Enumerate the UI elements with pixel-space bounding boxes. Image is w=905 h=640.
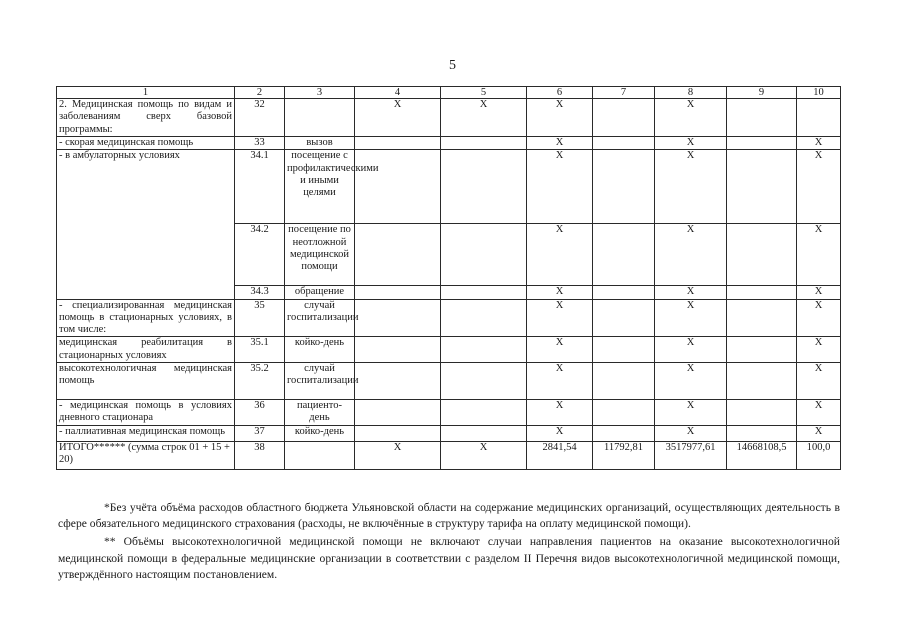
header-cell: 3	[285, 87, 355, 99]
cell-col9	[727, 337, 797, 363]
medical-care-table	[56, 86, 841, 470]
cell-col9	[727, 363, 797, 400]
cell-col9	[727, 137, 797, 150]
cell-col9: 14668108,5	[727, 441, 797, 469]
cell-col5	[441, 137, 527, 150]
row-unit: койко-день	[285, 425, 355, 441]
cell-col10: X	[797, 363, 841, 400]
cell-col8: X	[655, 150, 727, 224]
row-unit	[285, 441, 355, 469]
cell-col4	[355, 425, 441, 441]
header-cell: 10	[797, 87, 841, 99]
row-label: - медицинская помощь в условиях дневного стационара	[57, 400, 235, 426]
cell-col4	[355, 224, 441, 286]
cell-col7	[593, 299, 655, 337]
row-label: - паллиативная медицинская помощь	[57, 425, 235, 441]
table-row	[57, 299, 841, 337]
cell-col4	[355, 150, 441, 224]
cell-col8: X	[655, 286, 727, 299]
row-code: 36	[235, 400, 285, 426]
footnote-2: ** Объёмы высокотехнологичной медицинской помощи не включают случаи направления пациентов на оказание высокотехнологичной медицинской помощи в федеральные медицинские организации в соответствии с разделом II Перечня видов высокотехнологичной медицинской помощи, утверждённого настоящим постановлением.	[58, 535, 840, 581]
cell-col7	[593, 337, 655, 363]
cell-col6: X	[527, 363, 593, 400]
cell-col6: X	[527, 299, 593, 337]
row-unit: посещение с профилактическими и иными целями	[285, 150, 355, 224]
row-unit: обращение	[285, 286, 355, 299]
cell-col10	[797, 99, 841, 137]
cell-col5	[441, 150, 527, 224]
cell-col7: 11792,81	[593, 441, 655, 469]
cell-col8: X	[655, 425, 727, 441]
row-code: 38	[235, 441, 285, 469]
cell-col8: X	[655, 337, 727, 363]
header-cell: 9	[727, 87, 797, 99]
row-code: 33	[235, 137, 285, 150]
row-code: 35	[235, 299, 285, 337]
cell-col4	[355, 337, 441, 363]
header-cell: 7	[593, 87, 655, 99]
row-label: - в амбулаторных условиях	[57, 150, 235, 299]
table-row	[57, 150, 841, 224]
cell-col9	[727, 425, 797, 441]
cell-col5: X	[441, 99, 527, 137]
cell-col6: X	[527, 137, 593, 150]
cell-col6: 2841,54	[527, 441, 593, 469]
cell-col8: X	[655, 299, 727, 337]
cell-col5	[441, 425, 527, 441]
cell-col10: X	[797, 299, 841, 337]
table-row	[57, 400, 841, 426]
cell-col6: X	[527, 150, 593, 224]
cell-col10: X	[797, 286, 841, 299]
cell-col9	[727, 400, 797, 426]
row-code: 35.2	[235, 363, 285, 400]
cell-col10: X	[797, 400, 841, 426]
cell-col5	[441, 400, 527, 426]
cell-col10: X	[797, 337, 841, 363]
cell-col7	[593, 363, 655, 400]
row-code: 34.3	[235, 286, 285, 299]
row-label: высокотехнологичная медицинская помощь	[57, 363, 235, 400]
cell-col4	[355, 363, 441, 400]
row-label: ИТОГО****** (сумма строк 01 + 15 + 20)	[57, 441, 235, 469]
cell-col9	[727, 150, 797, 224]
cell-col7	[593, 224, 655, 286]
cell-col7	[593, 286, 655, 299]
cell-col6: X	[527, 99, 593, 137]
row-unit: пациенто-день	[285, 400, 355, 426]
cell-col5	[441, 363, 527, 400]
page-number: 5	[449, 58, 456, 73]
row-code: 34.2	[235, 224, 285, 286]
cell-col5	[441, 299, 527, 337]
row-label: - скорая медицинская помощь	[57, 137, 235, 150]
table-row	[57, 337, 841, 363]
row-unit: случай госпитализации	[285, 299, 355, 337]
cell-col8: 3517977,61	[655, 441, 727, 469]
cell-col4: X	[355, 441, 441, 469]
cell-col4: X	[355, 99, 441, 137]
cell-col9	[727, 299, 797, 337]
cell-col6: X	[527, 425, 593, 441]
header-cell: 5	[441, 87, 527, 99]
row-code: 34.1	[235, 150, 285, 224]
cell-col10: 100,0	[797, 441, 841, 469]
cell-col10: X	[797, 137, 841, 150]
cell-col8: X	[655, 400, 727, 426]
row-label: 2. Медицинская помощь по видам и заболеваниям сверх базовой программы:	[57, 99, 235, 137]
cell-col7	[593, 99, 655, 137]
header-cell: 6	[527, 87, 593, 99]
row-unit	[285, 99, 355, 137]
header-cell: 1	[57, 87, 235, 99]
row-unit: койко-день	[285, 337, 355, 363]
row-label: медицинская реабилитация в стационарных условиях	[57, 337, 235, 363]
cell-col10: X	[797, 224, 841, 286]
row-code: 32	[235, 99, 285, 137]
cell-col7	[593, 150, 655, 224]
cell-col8: X	[655, 137, 727, 150]
cell-col4	[355, 286, 441, 299]
cell-col7	[593, 425, 655, 441]
table-row	[57, 363, 841, 400]
footnotes	[58, 500, 840, 583]
cell-col4	[355, 137, 441, 150]
cell-col6: X	[527, 286, 593, 299]
total-row	[57, 441, 841, 469]
cell-col7	[593, 400, 655, 426]
header-row	[57, 87, 841, 99]
cell-col8: X	[655, 363, 727, 400]
table-row	[57, 137, 841, 150]
footnote-1: *Без учёта объёма расходов областного бюджета Ульяновской области на содержание медицинских организаций, осуществляющих деятельность в сфере обязательного медицинского страхования (расходы, не включённые в структуру тарифа на оплату медицинской помощи).	[58, 501, 840, 531]
row-unit: посещение по неотложной медицинской помощи	[285, 224, 355, 286]
row-unit: вызов	[285, 137, 355, 150]
header-cell: 8	[655, 87, 727, 99]
cell-col6: X	[527, 224, 593, 286]
row-unit: случай госпитализации	[285, 363, 355, 400]
cell-col5: X	[441, 441, 527, 469]
cell-col9	[727, 224, 797, 286]
header-cell: 2	[235, 87, 285, 99]
cell-col8: X	[655, 224, 727, 286]
cell-col7	[593, 137, 655, 150]
cell-col5	[441, 337, 527, 363]
header-cell: 4	[355, 87, 441, 99]
cell-col9	[727, 99, 797, 137]
cell-col10: X	[797, 425, 841, 441]
cell-col5	[441, 286, 527, 299]
cell-col5	[441, 224, 527, 286]
cell-col4	[355, 400, 441, 426]
cell-col10: X	[797, 150, 841, 224]
row-label: - специализированная медицинская помощь в стационарных условиях, в том числе:	[57, 299, 235, 337]
row-code: 37	[235, 425, 285, 441]
cell-col9	[727, 286, 797, 299]
cell-col6: X	[527, 400, 593, 426]
table-row	[57, 425, 841, 441]
row-code: 35.1	[235, 337, 285, 363]
table-row	[57, 99, 841, 137]
cell-col6: X	[527, 337, 593, 363]
cell-col8: X	[655, 99, 727, 137]
cell-col4	[355, 299, 441, 337]
